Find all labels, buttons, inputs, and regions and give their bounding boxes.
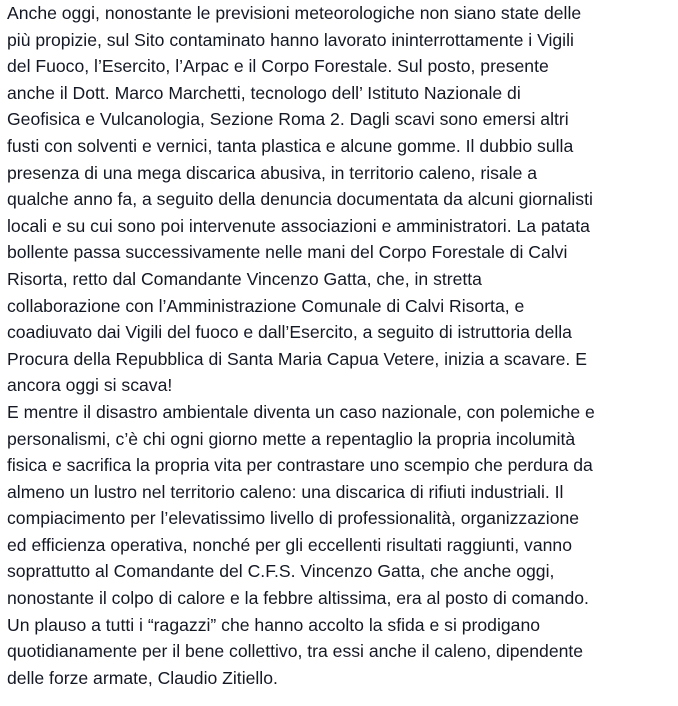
text-line: coadiuvato dai Vigili del fuoco e dall’Esercito, a seguito di istruttoria della	[7, 322, 572, 343]
text-line: Procura della Repubblica di Santa Maria Capua Vetere, inizia a scavare. E	[7, 348, 587, 369]
text-line: Geofisica e Vulcanologia, Sezione Roma 2. Dagli scavi sono emersi altri	[7, 109, 569, 130]
text-line: del Fuoco, l’Esercito, l’Arpac e il Corpo Forestale. Sul posto, presente	[7, 56, 549, 77]
text-line: collaborazione con l’Amministrazione Comunale di Calvi Risorta, e	[7, 295, 525, 316]
text-line: fisica e sacrifica la propria vita per contrastare uno scempio che perdura da	[7, 455, 593, 476]
text-line: ancora oggi si scava!	[7, 375, 173, 396]
text-line: più propizie, sul Sito contaminato hanno lavorato ininterrottamente i Vigili	[7, 29, 574, 50]
text-line: qualche anno fa, a seguito della denuncia documentata da alcuni giornalisti	[7, 189, 593, 210]
text-line: fusti con solventi e vernici, tanta plastica e alcune gomme. Il dubbio sulla	[7, 135, 574, 156]
text-line: E mentre il disastro ambientale diventa un caso nazionale, con polemiche e	[7, 401, 595, 422]
text-line: Un plauso a tutti i “ragazzi” che hanno accolto la sfida e si prodigano	[7, 614, 541, 635]
text-line: Risorta, retto dal Comandante Vincenzo Gatta, che, in stretta	[7, 268, 482, 289]
text-line: almeno un lustro nel territorio caleno: una discarica di rifiuti industriali. Il	[7, 481, 564, 502]
text-line: delle forze armate, Claudio Zitiello.	[7, 667, 278, 688]
text-line: locali e su cui sono poi intervenute associazioni e amministratori. La patata	[7, 215, 590, 236]
paragraph-1	[7, 0, 670, 399]
text-line: nonostante il colpo di calore e la febbre altissima, era al posto di comando.	[7, 588, 589, 609]
text-line: quotidianamente per il bene collettivo, tra essi anche il caleno, dipendente	[7, 641, 584, 662]
text-line: soprattutto al Comandante del C.F.S. Vincenzo Gatta, che anche oggi,	[7, 561, 555, 582]
paragraph-2	[7, 399, 670, 692]
text-line: anche il Dott. Marco Marchetti, tecnologo dell’ Istituto Nazionale di	[7, 82, 521, 103]
text-line: personalismi, c’è chi ogni giorno mette a repentaglio la propria incolumità	[7, 428, 576, 449]
text-line: presenza di una mega discarica abusiva, in territorio caleno, risale a	[7, 162, 538, 183]
text-line: Anche oggi, nonostante le previsioni meteorologiche non siano state delle	[7, 3, 582, 23]
text-line: compiacimento per l’elevatissimo livello di professionalità, organizzazione	[7, 508, 580, 529]
text-line: bollente passa successivamente nelle mani del Corpo Forestale di Calvi	[7, 242, 568, 263]
text-line: ed efficienza operativa, nonché per gli eccellenti risultati raggiunti, vanno	[7, 534, 572, 555]
